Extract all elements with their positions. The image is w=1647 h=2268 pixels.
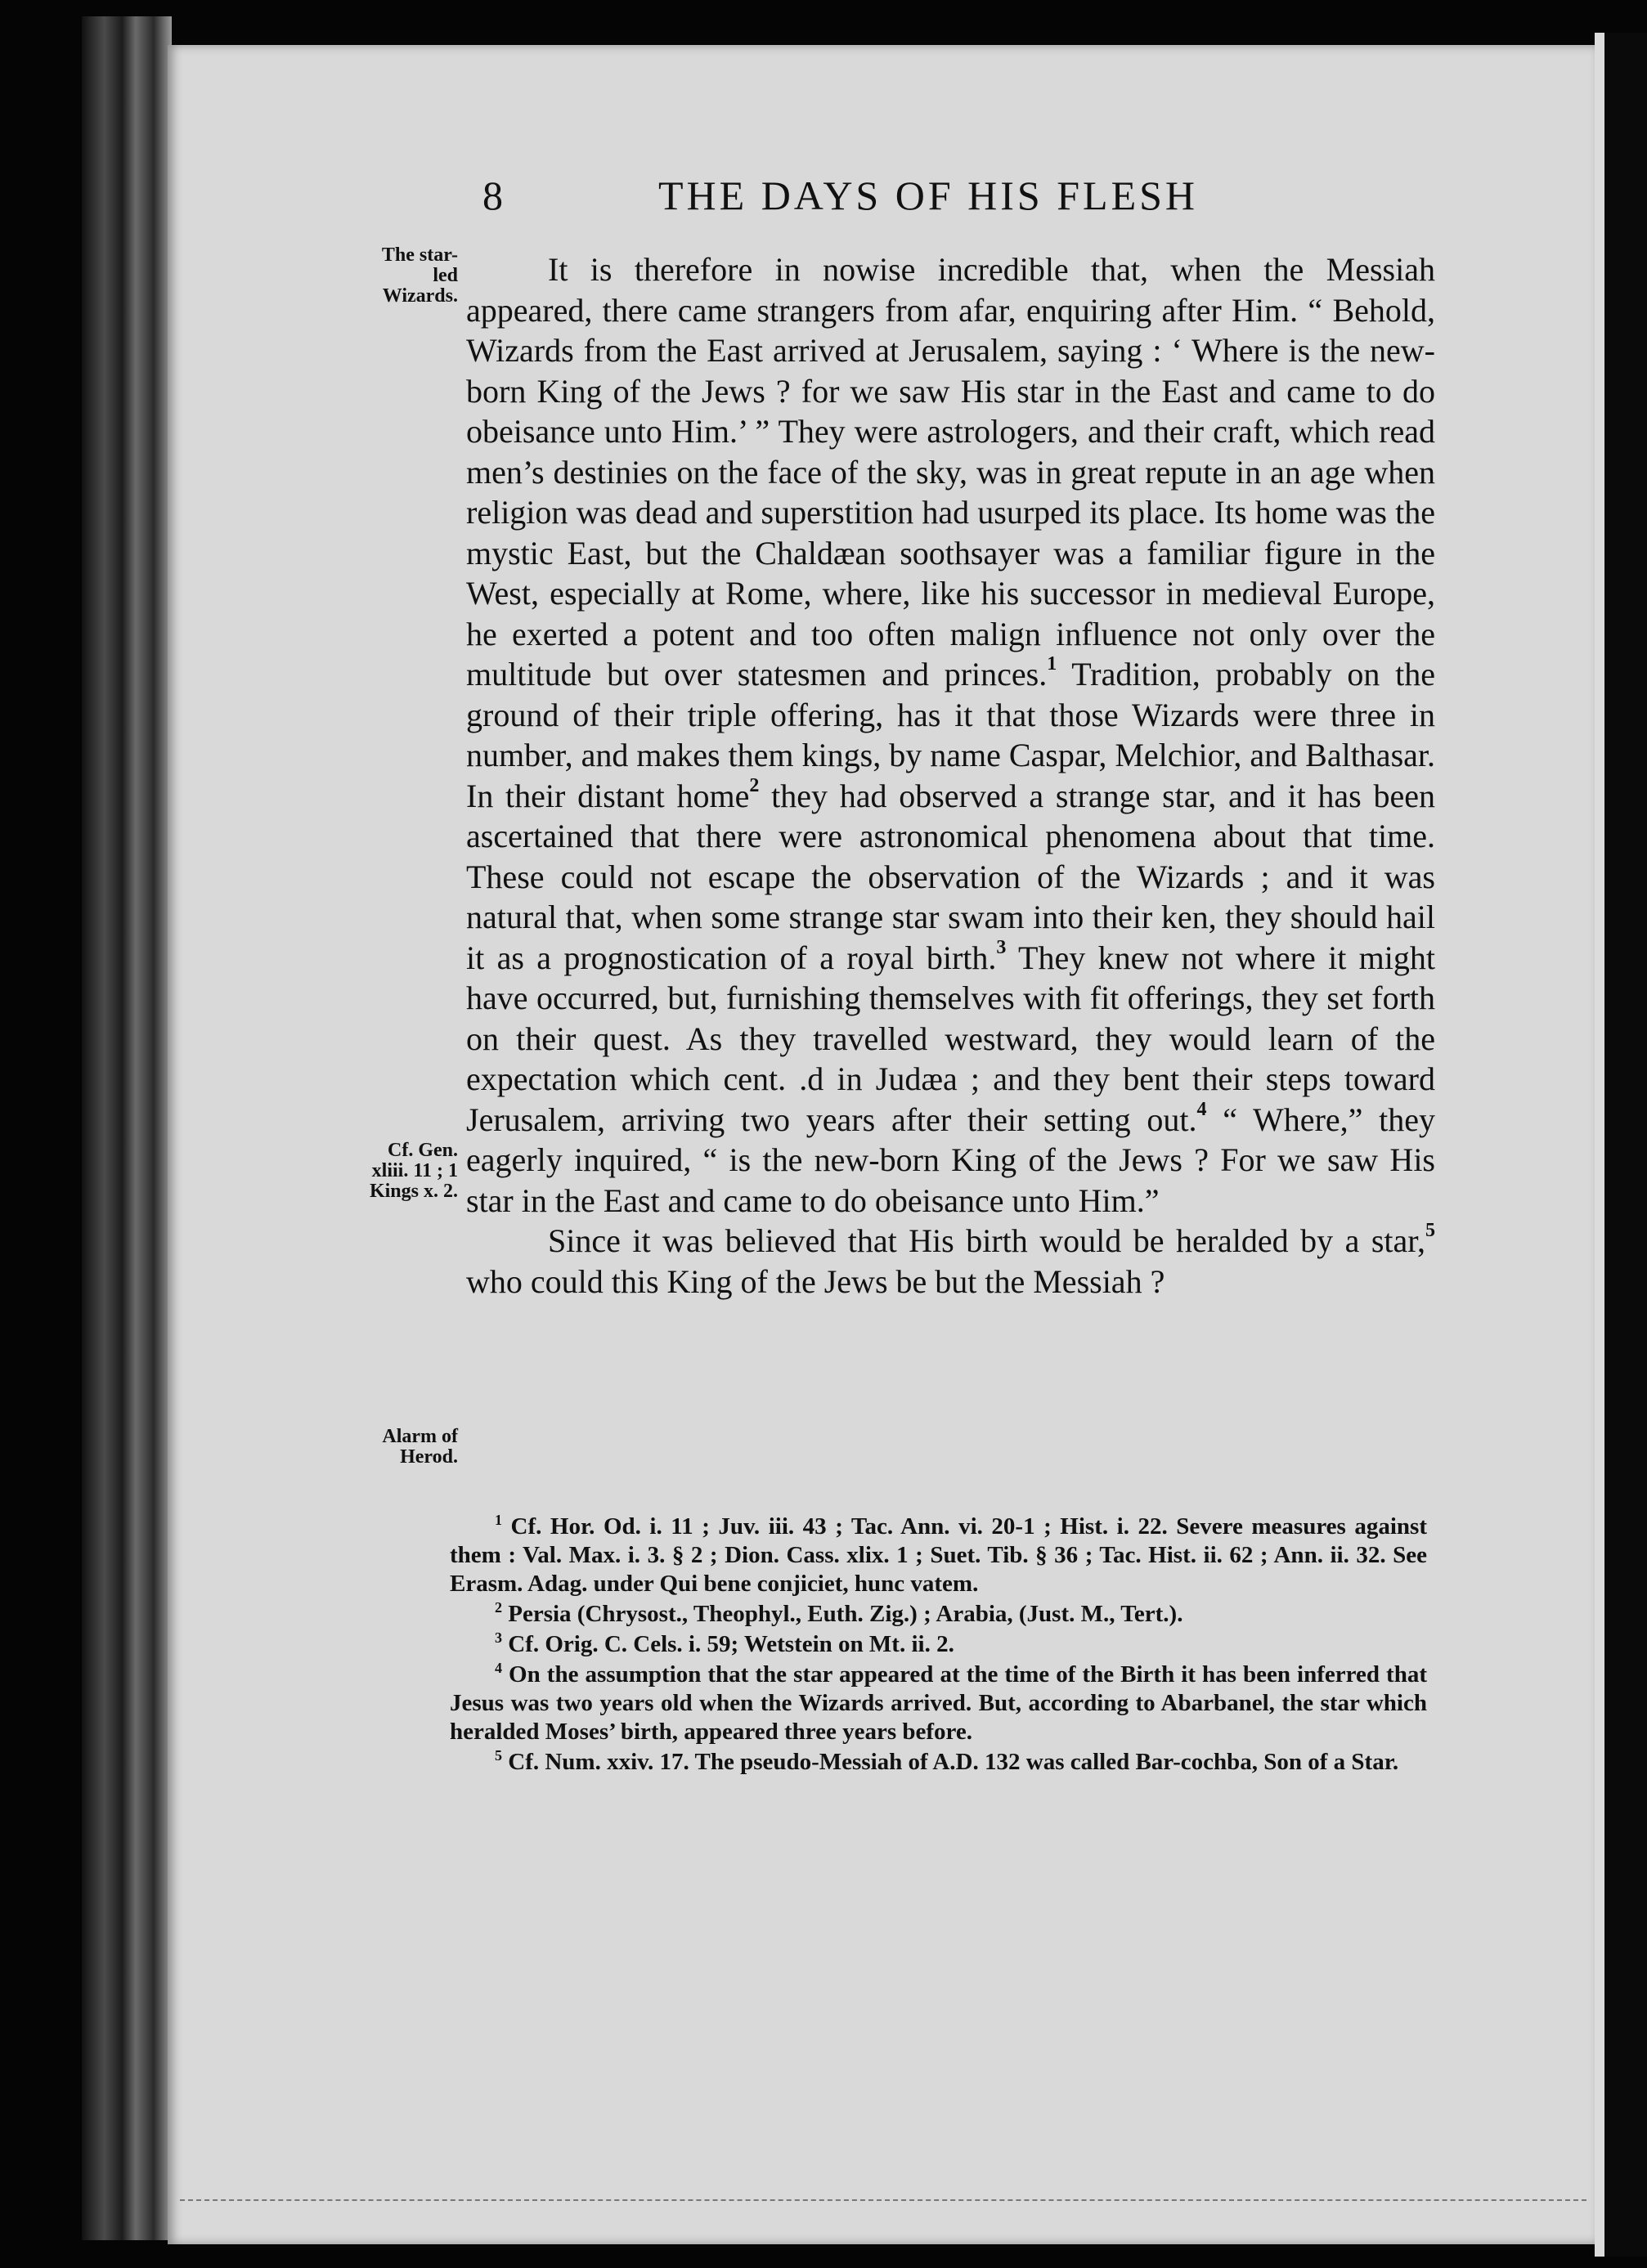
marginal-note-alarm-of-herod: Alarm of Herod. — [382, 1426, 458, 1468]
footnote-mark: 1 — [495, 1512, 502, 1528]
footnote-text: Cf. Hor. Od. i. 11 ; Juv. iii. 43 ; Tac. Ann. vi. 20-1 ; Hist. i. 22. Severe measures against them : Val. Max. i. 3. § 2 ; Dion. Cass. xlix. 1 ; Suet. Tib. § 36 ; Tac. Hist. ii. 62 ; Ann. ii. 32. See Erasm. Adag. under Qui bene conjiciet, hunc vatem. — [450, 1513, 1427, 1597]
footnote-3 — [450, 1630, 1427, 1659]
footnote-mark: 2 — [495, 1599, 502, 1616]
paragraph-text: “ Where,” they eagerly inquired, “ is the new-born King of the Jews ? For we saw His star in the East and came to do obeisance unto Him.” — [466, 1100, 1436, 1219]
paragraph-text: Since it was believed that His birth would be heralded by a star, — [548, 1222, 1425, 1259]
footnote-text: On the assumption that the star appeared at the time of the Birth it has been inferred that Jesus was two years old when the Wizards arrived. But, according to Abarbanel, the star which heralded Moses’ birth, appeared three years before. — [450, 1661, 1427, 1745]
footnote-ref-1: 1 — [1047, 653, 1057, 675]
page-bottom-edge — [180, 2199, 1586, 2204]
paragraph-text: They knew not where it might have occurred, but, furnishing themselves with fit offerings, they set forth on their quest. As they travelled westward, they would learn of the expectation which cent. .d in Judæa ; and they bent their steps toward Jerusalem, arriving two years after their setting out. — [466, 939, 1435, 1138]
footnote-mark: 3 — [495, 1629, 502, 1646]
footnote-text: Persia (Chrysost., Theophyl., Euth. Zig.) ; Arabia, (Just. M., Tert.). — [502, 1601, 1183, 1627]
marginal-note-starled-wizards: The star- led Wizards. — [381, 244, 458, 307]
marginal-note-genesis-reference: Cf. Gen. xliii. 11 ; 1 Kings x. 2. — [369, 1140, 458, 1202]
footnote-ref-3: 3 — [996, 936, 1007, 958]
facing-page-edge — [1595, 33, 1604, 2257]
footnote-ref-5: 5 — [1425, 1220, 1435, 1241]
running-title: THE DAYS OF HIS FLESH — [658, 173, 1199, 218]
paragraph-text: they had observed a strange star, and it has been ascertained that there were astronomical phenomena about that time. These could not escape the observation of the Wizards ; and it was natural that, when some strange star swam into their ken, they should hail it as a prognostication of a royal birth. — [466, 777, 1435, 976]
footnote-mark: 5 — [495, 1747, 502, 1764]
footnote-text: Cf. Num. xxiv. 17. The pseudo-Messiah of A.D. 132 was called Bar-cochba, Son of a Star. — [502, 1749, 1399, 1775]
footnote-ref-4: 4 — [1196, 1098, 1207, 1120]
footnote-text: Cf. Orig. C. Cels. i. 59; Wetstein on Mt. ii. 2. — [502, 1631, 954, 1657]
paragraph-herod — [466, 1221, 1435, 1302]
footnote-4 — [450, 1661, 1427, 1746]
page-number: 8 — [482, 173, 506, 218]
footnote-mark: 4 — [495, 1660, 502, 1676]
footnote-ref-2: 2 — [749, 774, 760, 796]
footnote-2 — [450, 1600, 1427, 1629]
book-spine-edge — [82, 16, 172, 2240]
paragraph-wizards — [466, 249, 1435, 1221]
footnotes — [450, 1513, 1427, 1778]
scan-background-right — [1604, 33, 1647, 2257]
paragraph-text: Tradition, probably on the ground of their triple offering, has it that those Wizards were three in number, and makes them kings, by name Caspar, Melchior, and Balthasar. In their distant home — [466, 656, 1435, 814]
main-text — [466, 249, 1435, 1302]
footnote-1 — [450, 1513, 1427, 1598]
paragraph-text: who could this King of the Jews be but the Messiah ? — [466, 1262, 1165, 1300]
paragraph-text: It is therefore in nowise incredible that, when the Messiah appeared, there came strangers from afar, enquiring after Him. “ Behold, Wizards from the East arrived at Jerusalem, saying : ‘ Where is the new-born King of the Jews ? for we saw His star in the East and came to do obeisance unto Him.’ ” They were astrologers, and their craft, which read men’s destinies on the face of the sky, was in great repute in an age when religion was dead and superstition had usurped its place. Its home was the mystic East, but the Chaldæan soothsayer was a familiar figure in the West, especially at Rome, where, like his successor in medieval Europe, he exerted a potent and too often malign influence not only over the multitude but over statesmen and princes. — [466, 251, 1435, 693]
footnote-5 — [450, 1748, 1427, 1777]
